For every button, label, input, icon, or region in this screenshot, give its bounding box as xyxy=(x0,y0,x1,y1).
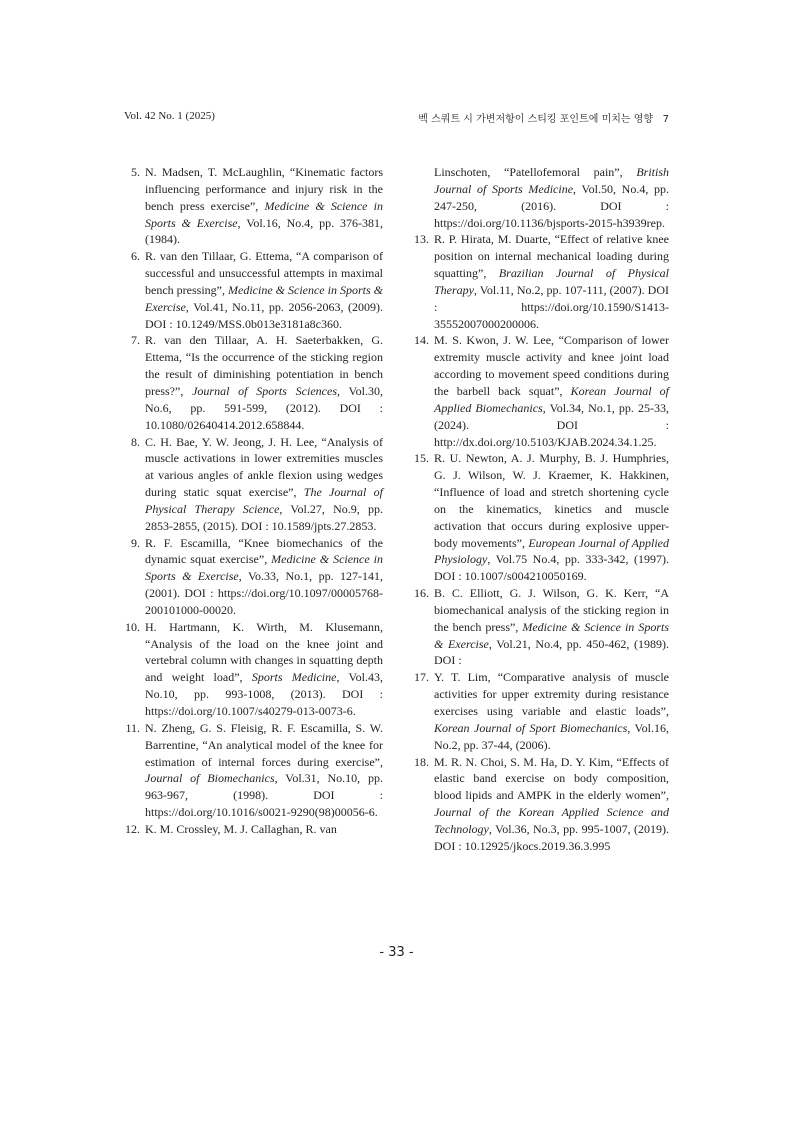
reference-details: , Vol.41, No.11, pp. 2056-2063, (2009). DOI : 10.1249/MSS.0b013e3181a8c360. xyxy=(145,299,383,331)
reference-item xyxy=(122,248,383,332)
reference-item xyxy=(411,669,669,753)
reference-authors-title: R. F. Escamilla, “Knee biomechanics of the dynamic squat exercise”, xyxy=(145,535,383,567)
reference-journal: Medicine & Science in Sports & Exercise xyxy=(145,198,383,230)
reference-details: , Vo.33, No.1, pp. 127-141, (2001). DOI : https://doi.org/10.1097/00005768-200101000-00020. xyxy=(145,569,383,617)
reference-details: , Vol.50, No.4, pp. 247-250, (2016). DOI : https://doi.org/10.1136/bjsports-2015-h3939rep. xyxy=(434,181,670,230)
reference-number: 7. xyxy=(131,333,140,348)
reference-journal: Journal of Sports Sciences xyxy=(192,383,337,398)
reference-details: , Vol.75 No.4, pp. 333-342, (1997). DOI : 10.1007/s004210050169. xyxy=(434,552,669,584)
reference-item xyxy=(122,535,383,619)
reference-text xyxy=(145,164,383,248)
reference-item xyxy=(411,754,669,855)
reference-details: , Vol.27, No.9, pp. 2853-2855, (2015). DOI : 10.1589/jpts.27.2853. xyxy=(145,501,383,533)
reference-authors-title: N. Madsen, T. McLaughlin, “Kinematic factors influencing performance and injury risk in the bench press exercise”, xyxy=(145,165,383,213)
reference-details: , Vol.16, No.2, pp. 37-44, (2006). xyxy=(434,720,669,752)
reference-number: 18. xyxy=(414,754,429,769)
reference-number: 15. xyxy=(414,451,429,466)
reference-details: , Vol.21, No.4, pp. 450-462, (1989). DOI : xyxy=(434,636,670,668)
reference-item xyxy=(411,332,669,450)
reference-details: , Vol.34, No.1, pp. 25-33, (2024). DOI : http://dx.doi.org/10.5103/KJAB.2024.34.1.25. xyxy=(434,400,669,449)
reference-number: 12. xyxy=(125,821,140,836)
reference-authors-title: R. P. Hirata, M. Duarte, “Effect of relative knee position on internal mechanical loading during squatting”, xyxy=(434,232,669,281)
reference-text xyxy=(145,821,383,838)
reference-item xyxy=(122,164,383,248)
reference-authors-title: N. Zheng, G. S. Fleisig, R. F. Escamilla, S. W. Barrentine, “An analytical model of the knee for estimation of internal forces during exercise”, xyxy=(145,720,383,769)
reference-number: 9. xyxy=(131,535,140,550)
reference-number: 13. xyxy=(414,232,429,247)
reference-item xyxy=(122,821,383,838)
reference-authors-title: R. U. Newton, A. J. Murphy, B. J. Humphries, G. J. Wilson, W. J. Kraemer, K. Hakkinen, “Influence of load and stretch shortening cycle on the kinematics, kinetics and muscle activation that occurs during explosive upper-body movements”, xyxy=(434,451,669,550)
journal-volume: Vol. 42 No. 1 (2025) xyxy=(124,110,215,122)
reference-number: 14. xyxy=(414,333,429,348)
reference-journal: European Journal of Applied Physiology xyxy=(434,535,669,567)
reference-text xyxy=(434,231,669,332)
reference-journal: Medicine & Science in Sports & Exercise xyxy=(145,552,384,584)
reference-authors-title: H. Hartmann, K. Wirth, M. Klusemann, “Analysis of the load on the knee joint and vertebral column with changes in squatting depth and weight load”, xyxy=(145,619,383,685)
reference-text xyxy=(434,332,669,450)
reference-number: 17. xyxy=(414,670,429,685)
reference-item xyxy=(411,164,669,231)
reference-item xyxy=(411,585,669,669)
reference-journal: Medicine & Science in Sports & Exercise xyxy=(145,282,383,314)
reference-item xyxy=(122,332,383,433)
reference-text xyxy=(434,164,669,231)
reference-item xyxy=(122,434,383,535)
reference-journal: Sports Medicine xyxy=(251,670,337,685)
reference-journal: Journal of Biomechanics xyxy=(145,771,275,786)
reference-authors-title: C. H. Bae, Y. W. Jeong, J. H. Lee, “Analysis of muscle activations in lower extremities muscles at various angles of ankle flexion using wedges during static squat exercise”, xyxy=(145,434,383,500)
reference-number: 16. xyxy=(414,586,429,601)
reference-item xyxy=(122,619,383,720)
running-title-text: 벡 스쿼트 시 가변저항이 스티킹 포인트에 미치는 영향 xyxy=(418,114,654,125)
reference-journal: Korean Journal of Sport Biomechanics xyxy=(434,720,628,735)
reference-details: , Vol.11, No.2, pp. 107-111, (2007). DOI : https://doi.org/10.1590/S1413-35552007000200006. xyxy=(434,282,669,331)
reference-authors-title: Y. T. Lim, “Comparative analysis of muscle activities for upper extremity during resistance exercises using variable and elastic loads”, xyxy=(434,670,669,718)
reference-details: , Vol.30, No.6, pp. 591-599, (2012). DOI : 10.1080/02640414.2012.658844. xyxy=(145,383,383,432)
references-right-column xyxy=(411,164,669,855)
reference-text xyxy=(434,669,669,753)
reference-text xyxy=(145,535,383,619)
reference-journal: Korean Journal of Applied Biomechanics xyxy=(434,383,669,415)
reference-authors-title: R. van den Tillaar, A. H. Saeterbakken, G. Ettema, “Is the occurrence of the sticking region the result of diminishing potentiation in bench press?”, xyxy=(145,333,383,398)
running-title xyxy=(418,110,669,125)
references-left-column xyxy=(122,164,383,838)
reference-number xyxy=(411,164,434,231)
reference-text xyxy=(434,450,669,585)
reference-authors-title: Linschoten, “Patellofemoral pain”, xyxy=(434,165,637,179)
reference-details: , Vol.31, No.10, pp. 963-967, (1998). DOI : https://doi.org/10.1016/s0021-9290(98)00056-6. xyxy=(145,771,383,820)
reference-number: 10. xyxy=(125,619,140,634)
reference-number: 11. xyxy=(125,720,140,735)
reference-authors-title: K. M. Crossley, M. J. Callaghan, R. van xyxy=(145,821,337,836)
reference-journal: Brazilian Journal of Physical Therapy xyxy=(434,266,669,297)
footer-page-number: - 33 - xyxy=(379,945,414,960)
reference-item xyxy=(411,450,669,585)
reference-authors-title: M. S. Kwon, J. W. Lee, “Comparison of lower extremity muscle activity and knee joint load according to movement speed conditions during the barbell back squat”, xyxy=(434,333,669,398)
reference-item xyxy=(411,231,669,332)
reference-journal: British Journal of Sports Medicine xyxy=(434,165,669,196)
reference-text xyxy=(145,248,383,332)
reference-text xyxy=(145,434,383,535)
reference-details: , Vol.36, No.3, pp. 995-1007, (2019). DOI : 10.12925/jkocs.2019.36.3.995 xyxy=(434,821,669,853)
reference-journal: Medicine & Science in Sports & Exercise xyxy=(434,619,669,651)
reference-number: 6. xyxy=(131,249,140,264)
reference-authors-title: R. van den Tillaar, G. Ettema, “A comparison of successful and unsuccessful attempts in maximal bench pressing”, xyxy=(145,249,383,297)
reference-journal: The Journal of Physical Therapy Science xyxy=(145,485,383,516)
reference-text xyxy=(145,720,383,821)
reference-journal: Journal of the Korean Applied Science and Technology xyxy=(434,805,669,836)
running-header xyxy=(124,110,669,126)
reference-details: , Vol.16, No.4, pp. 376-381, (1984). xyxy=(145,215,384,247)
reference-text xyxy=(145,332,383,433)
reference-details: , Vol.43, No.10, pp. 993-1008, (2013). DOI : https://doi.org/10.1007/s40279-013-0073-6. xyxy=(145,670,383,718)
reference-text xyxy=(145,619,383,720)
page-footer xyxy=(0,945,793,960)
reference-text xyxy=(434,754,669,855)
header-page-number: 7 xyxy=(662,114,669,125)
reference-number: 5. xyxy=(131,165,140,179)
reference-authors-title: B. C. Elliott, G. J. Wilson, G. K. Kerr, “A biomechanical analysis of the sticking region in the bench press”, xyxy=(434,586,669,634)
reference-authors-title: M. R. N. Choi, S. M. Ha, D. Y. Kim, “Effects of elastic band exercise on body composition, blood lipids and AMPK in the elderly women”, xyxy=(434,754,669,803)
reference-item xyxy=(122,720,383,821)
reference-text xyxy=(434,585,669,669)
reference-number: 8. xyxy=(131,434,140,449)
